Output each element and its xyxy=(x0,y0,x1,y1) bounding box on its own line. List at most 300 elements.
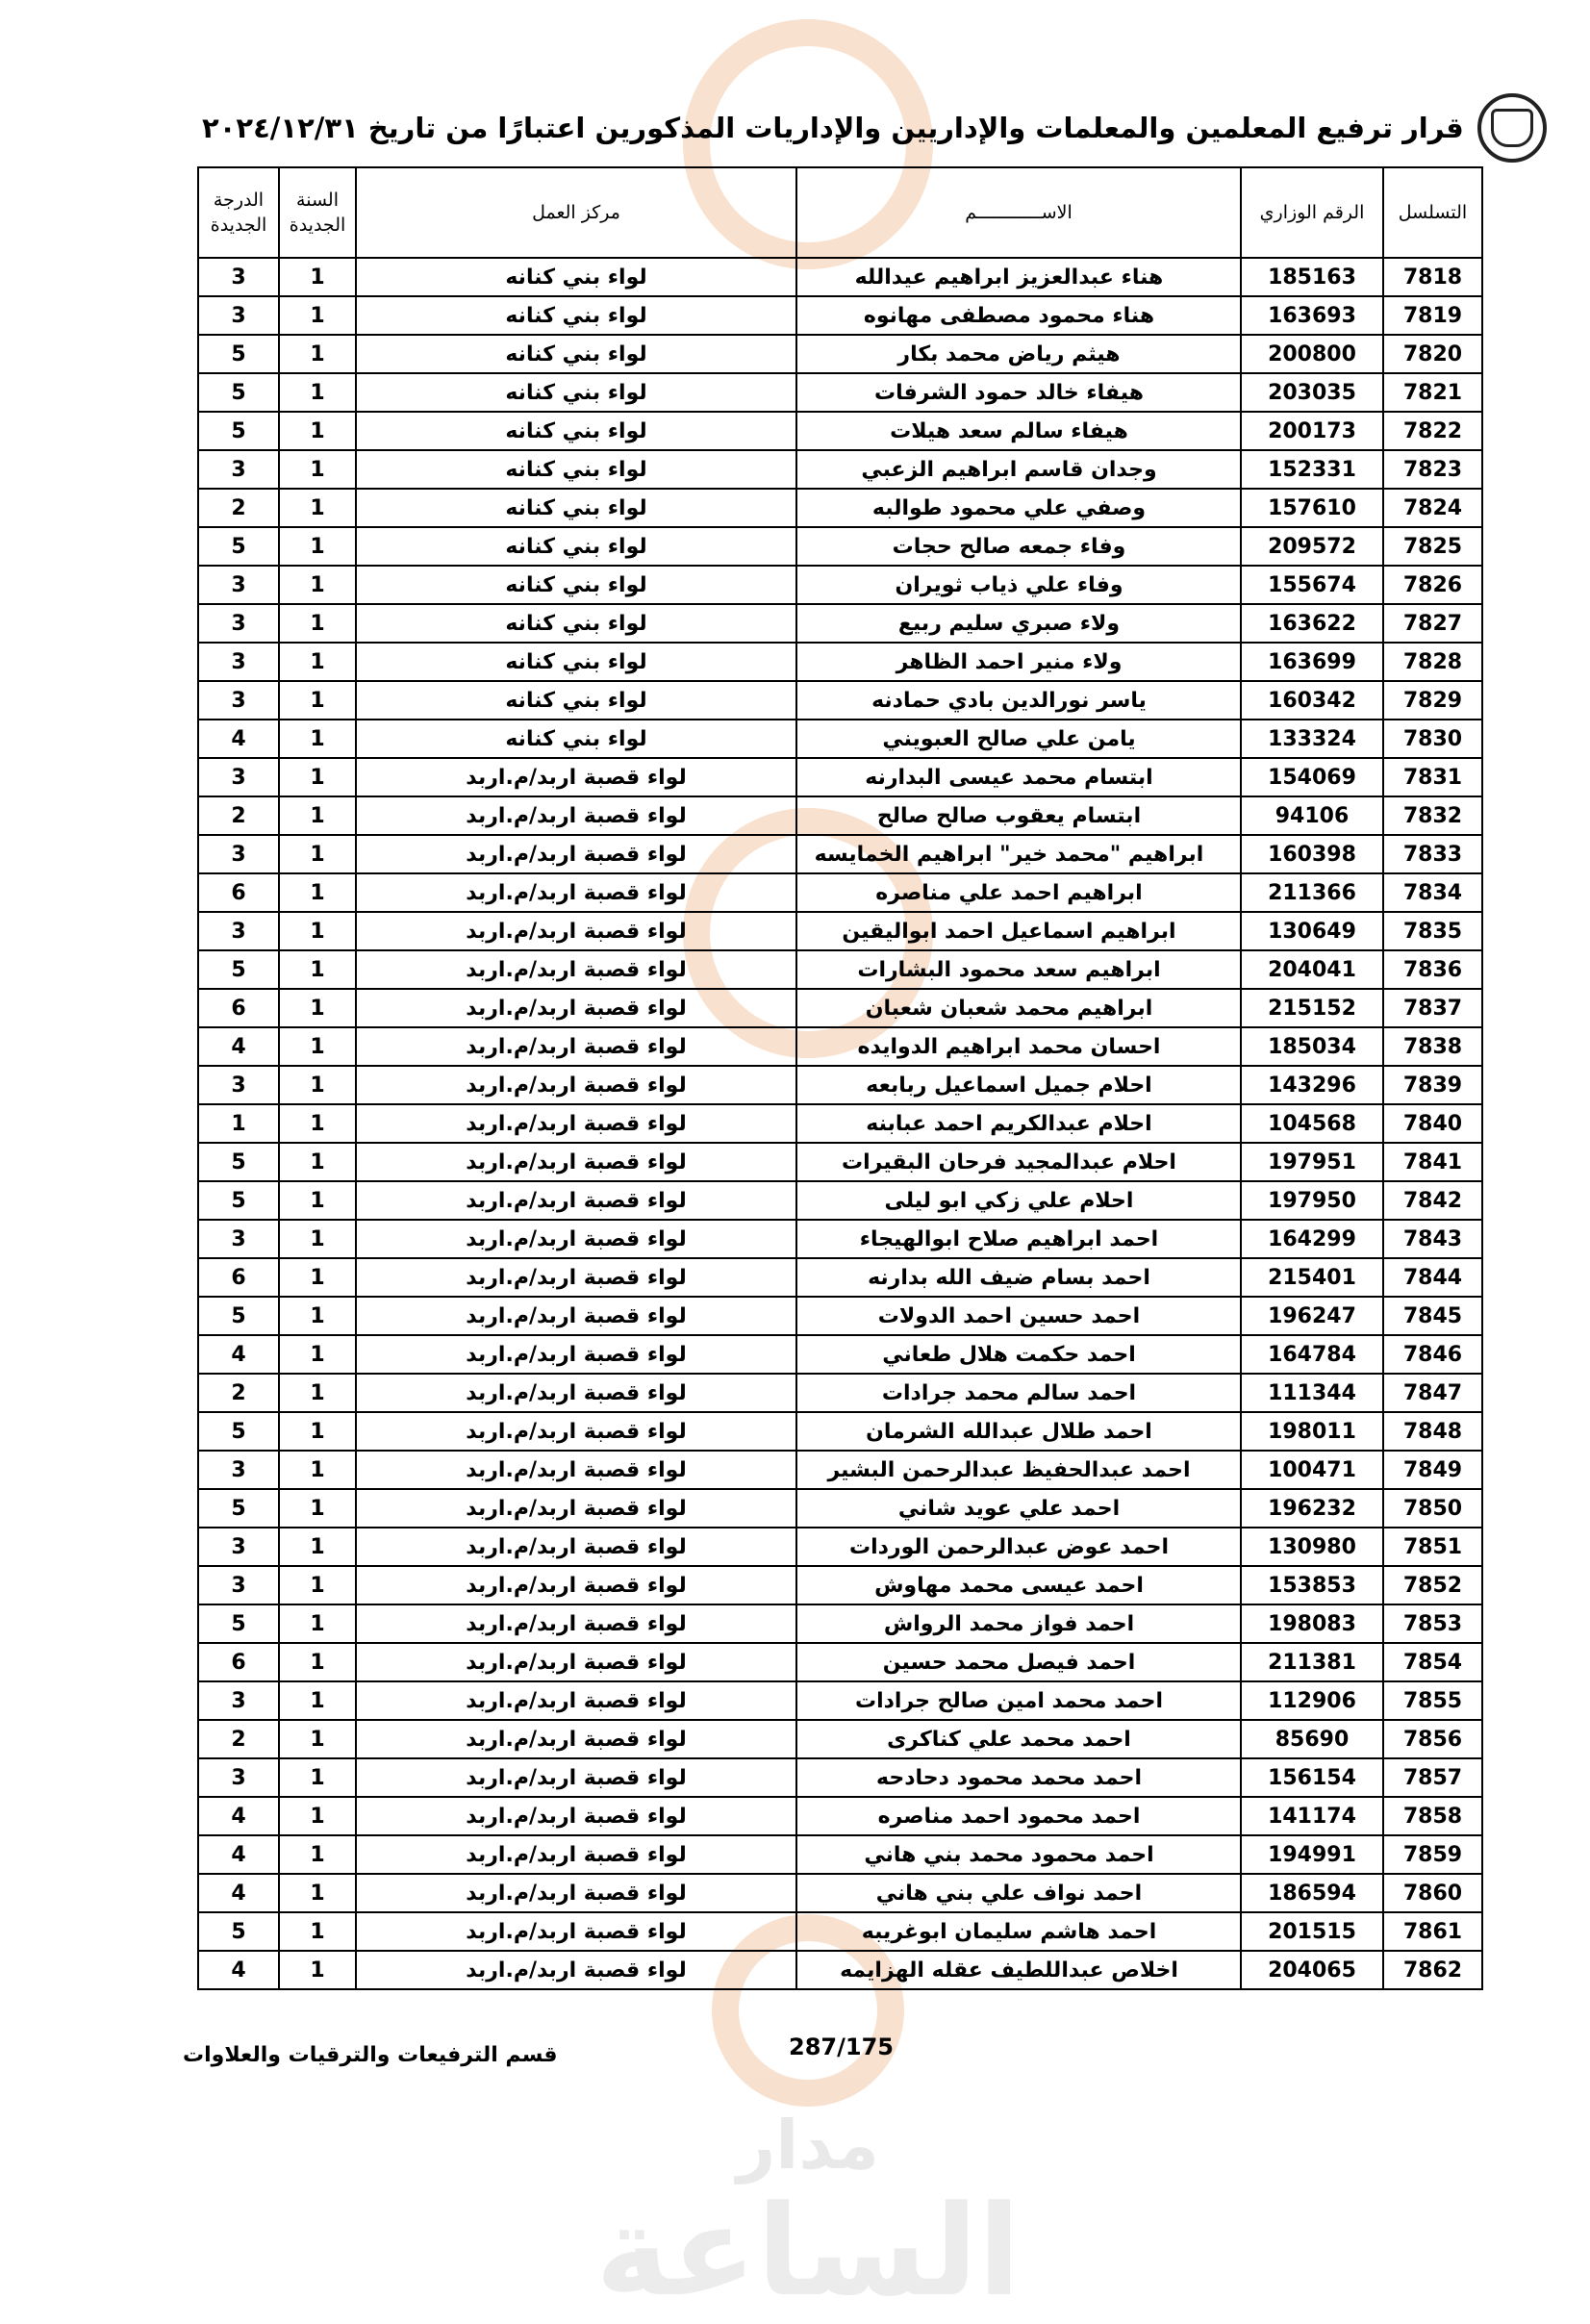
cell-workplace: لواء قصبة اربد/م.اربد xyxy=(356,1797,796,1835)
cell-ministry-no: 200173 xyxy=(1241,412,1383,450)
cell-ministry-no: 197950 xyxy=(1241,1181,1383,1220)
cell-ministry-no: 196247 xyxy=(1241,1297,1383,1335)
cell-seq: 7862 xyxy=(1383,1951,1482,1989)
cell-ministry-no: 164784 xyxy=(1241,1335,1383,1374)
cell-seq: 7840 xyxy=(1383,1104,1482,1143)
cell-name: هناء عبدالعزيز ابراهيم عيدالله xyxy=(796,258,1241,296)
table-row xyxy=(198,373,1482,412)
cell-name: احمد حكمت هلال طعاني xyxy=(796,1335,1241,1374)
cell-seq: 7845 xyxy=(1383,1297,1482,1335)
cell-new-grade: 1 xyxy=(198,1104,279,1143)
cell-name: احمد عبدالحفيظ عبدالرحمن البشير xyxy=(796,1451,1241,1489)
cell-workplace: لواء بني كنانه xyxy=(356,489,796,527)
cell-workplace: لواء بني كنانه xyxy=(356,335,796,373)
cell-seq: 7854 xyxy=(1383,1643,1482,1681)
cell-seq: 7827 xyxy=(1383,604,1482,643)
cell-seq: 7829 xyxy=(1383,681,1482,720)
cell-seq: 7837 xyxy=(1383,989,1482,1027)
cell-ministry-no: 211366 xyxy=(1241,873,1383,912)
cell-seq: 7836 xyxy=(1383,950,1482,989)
watermark-text-1: مدار xyxy=(736,2106,880,2185)
cell-new-grade: 4 xyxy=(198,1874,279,1912)
cell-seq: 7855 xyxy=(1383,1681,1482,1720)
cell-workplace: لواء قصبة اربد/م.اربد xyxy=(356,1912,796,1951)
cell-name: ياسر نورالدين بادي حمادنه xyxy=(796,681,1241,720)
table-row xyxy=(198,873,1482,912)
cell-seq: 7853 xyxy=(1383,1604,1482,1643)
cell-name: احمد علي عويد شاني xyxy=(796,1489,1241,1528)
cell-name: احمد محمود محمد بني هاني xyxy=(796,1835,1241,1874)
cell-workplace: لواء بني كنانه xyxy=(356,450,796,489)
cell-new-grade: 5 xyxy=(198,1912,279,1951)
cell-new-year: 1 xyxy=(279,527,356,566)
cell-new-grade: 3 xyxy=(198,296,279,335)
cell-new-year: 1 xyxy=(279,912,356,950)
cell-workplace: لواء بني كنانه xyxy=(356,412,796,450)
cell-workplace: لواء قصبة اربد/م.اربد xyxy=(356,1681,796,1720)
cell-new-grade: 3 xyxy=(198,643,279,681)
cell-new-year: 1 xyxy=(279,950,356,989)
cell-new-year: 1 xyxy=(279,566,356,604)
cell-new-year: 1 xyxy=(279,296,356,335)
cell-seq: 7832 xyxy=(1383,796,1482,835)
cell-new-year: 1 xyxy=(279,335,356,373)
cell-seq: 7850 xyxy=(1383,1489,1482,1528)
cell-ministry-no: 160398 xyxy=(1241,835,1383,873)
table-row xyxy=(198,1835,1482,1874)
cell-new-grade: 2 xyxy=(198,489,279,527)
table-row xyxy=(198,1412,1482,1451)
cell-workplace: لواء قصبة اربد/م.اربد xyxy=(356,1489,796,1528)
cell-name: هناء محمود مصطفى مهانوه xyxy=(796,296,1241,335)
table-row xyxy=(198,604,1482,643)
cell-new-year: 1 xyxy=(279,1258,356,1297)
table-row xyxy=(198,1758,1482,1797)
cell-new-grade: 3 xyxy=(198,450,279,489)
cell-workplace: لواء قصبة اربد/م.اربد xyxy=(356,1297,796,1335)
cell-workplace: لواء قصبة اربد/م.اربد xyxy=(356,950,796,989)
cell-seq: 7825 xyxy=(1383,527,1482,566)
header-new-grade: الدرجة الجديدة xyxy=(198,167,279,258)
header-workplace: مركز العمل xyxy=(356,167,796,258)
cell-new-grade: 3 xyxy=(198,758,279,796)
cell-new-year: 1 xyxy=(279,1797,356,1835)
cell-name: احمد عيسى محمد مهاوش xyxy=(796,1566,1241,1604)
cell-name: احمد فواز محمد الرواش xyxy=(796,1604,1241,1643)
cell-new-grade: 5 xyxy=(198,1489,279,1528)
cell-ministry-no: 185163 xyxy=(1241,258,1383,296)
cell-seq: 7844 xyxy=(1383,1258,1482,1297)
cell-new-grade: 5 xyxy=(198,1297,279,1335)
cell-ministry-no: 153853 xyxy=(1241,1566,1383,1604)
cell-workplace: لواء قصبة اربد/م.اربد xyxy=(356,1643,796,1681)
cell-seq: 7852 xyxy=(1383,1566,1482,1604)
cell-new-grade: 3 xyxy=(198,1528,279,1566)
cell-ministry-no: 198011 xyxy=(1241,1412,1383,1451)
cell-new-grade: 3 xyxy=(198,835,279,873)
cell-new-grade: 4 xyxy=(198,720,279,758)
cell-new-grade: 2 xyxy=(198,1720,279,1758)
department-name: قسم الترفيعات والترقيات والعلاوات xyxy=(183,2043,558,2067)
cell-new-year: 1 xyxy=(279,489,356,527)
cell-seq: 7857 xyxy=(1383,1758,1482,1797)
cell-new-year: 1 xyxy=(279,1489,356,1528)
cell-name: احسان محمد ابراهيم الدوايده xyxy=(796,1027,1241,1066)
table-row xyxy=(198,950,1482,989)
table-row xyxy=(198,1181,1482,1220)
cell-new-year: 1 xyxy=(279,643,356,681)
header-new-year: السنة الجديدة xyxy=(279,167,356,258)
cell-seq: 7820 xyxy=(1383,335,1482,373)
cell-seq: 7856 xyxy=(1383,1720,1482,1758)
cell-workplace: لواء بني كنانه xyxy=(356,296,796,335)
cell-new-grade: 5 xyxy=(198,335,279,373)
cell-new-grade: 4 xyxy=(198,1027,279,1066)
cell-name: يامن علي صالح العبويني xyxy=(796,720,1241,758)
cell-name: ابراهيم اسماعيل احمد ابواليقين xyxy=(796,912,1241,950)
cell-ministry-no: 194991 xyxy=(1241,1835,1383,1874)
cell-new-year: 1 xyxy=(279,1643,356,1681)
cell-new-grade: 3 xyxy=(198,604,279,643)
cell-seq: 7831 xyxy=(1383,758,1482,796)
cell-ministry-no: 100471 xyxy=(1241,1451,1383,1489)
cell-workplace: لواء قصبة اربد/م.اربد xyxy=(356,1451,796,1489)
cell-name: احلام علي زكي ابو ليلى xyxy=(796,1181,1241,1220)
cell-ministry-no: 163699 xyxy=(1241,643,1383,681)
table-row xyxy=(198,1489,1482,1528)
table-row xyxy=(198,1720,1482,1758)
cell-name: احمد سالم محمد جرادات xyxy=(796,1374,1241,1412)
cell-new-grade: 4 xyxy=(198,1835,279,1874)
cell-new-grade: 4 xyxy=(198,1951,279,1989)
table-row xyxy=(198,720,1482,758)
table-row xyxy=(198,296,1482,335)
cell-seq: 7847 xyxy=(1383,1374,1482,1412)
cell-workplace: لواء بني كنانه xyxy=(356,604,796,643)
cell-ministry-no: 211381 xyxy=(1241,1643,1383,1681)
cell-workplace: لواء قصبة اربد/م.اربد xyxy=(356,1066,796,1104)
cell-name: احمد محمد محمود دحادحه xyxy=(796,1758,1241,1797)
cell-new-grade: 5 xyxy=(198,527,279,566)
cell-name: احمد عوض عبدالرحمن الوردات xyxy=(796,1528,1241,1566)
cell-name: احلام عبدالمجيد فرحان البقيرات xyxy=(796,1143,1241,1181)
cell-new-grade: 3 xyxy=(198,1566,279,1604)
cell-new-year: 1 xyxy=(279,1874,356,1912)
cell-name: احمد محمود احمد مناصره xyxy=(796,1797,1241,1835)
cell-ministry-no: 133324 xyxy=(1241,720,1383,758)
cell-ministry-no: 130649 xyxy=(1241,912,1383,950)
cell-new-grade: 2 xyxy=(198,1374,279,1412)
cell-name: ابراهيم احمد علي مناصره xyxy=(796,873,1241,912)
cell-new-grade: 3 xyxy=(198,1758,279,1797)
cell-ministry-no: 157610 xyxy=(1241,489,1383,527)
cell-name: ابتسام محمد عيسى البدارنه xyxy=(796,758,1241,796)
cell-ministry-no: 111344 xyxy=(1241,1374,1383,1412)
cell-workplace: لواء قصبة اربد/م.اربد xyxy=(356,1258,796,1297)
cell-seq: 7839 xyxy=(1383,1066,1482,1104)
cell-workplace: لواء قصبة اربد/م.اربد xyxy=(356,989,796,1027)
cell-new-grade: 5 xyxy=(198,412,279,450)
cell-new-year: 1 xyxy=(279,1104,356,1143)
cell-workplace: لواء قصبة اربد/م.اربد xyxy=(356,835,796,873)
cell-workplace: لواء قصبة اربد/م.اربد xyxy=(356,1874,796,1912)
cell-new-year: 1 xyxy=(279,1951,356,1989)
cell-new-year: 1 xyxy=(279,1566,356,1604)
cell-new-year: 1 xyxy=(279,1451,356,1489)
table-row xyxy=(198,258,1482,296)
cell-workplace: لواء قصبة اربد/م.اربد xyxy=(356,1566,796,1604)
document-header xyxy=(202,85,1464,171)
table-row xyxy=(198,1258,1482,1297)
cell-new-grade: 6 xyxy=(198,989,279,1027)
cell-name: اخلاص عبداللطيف عقله الهزايمه xyxy=(796,1951,1241,1989)
cell-ministry-no: 209572 xyxy=(1241,527,1383,566)
cell-new-grade: 5 xyxy=(198,1604,279,1643)
cell-name: ابراهيم محمد شعبان شعبان xyxy=(796,989,1241,1027)
cell-seq: 7838 xyxy=(1383,1027,1482,1066)
promotions-table xyxy=(197,166,1483,1990)
cell-name: احمد حسين احمد الدولات xyxy=(796,1297,1241,1335)
table-row xyxy=(198,1681,1482,1720)
cell-new-year: 1 xyxy=(279,681,356,720)
cell-ministry-no: 198083 xyxy=(1241,1604,1383,1643)
table-row xyxy=(198,566,1482,604)
cell-ministry-no: 215401 xyxy=(1241,1258,1383,1297)
cell-name: احلام عبدالكريم احمد عبابنه xyxy=(796,1104,1241,1143)
cell-name: هيثم رياض محمد بكار xyxy=(796,335,1241,373)
cell-new-year: 1 xyxy=(279,1297,356,1335)
table-row xyxy=(198,1297,1482,1335)
page-number: 287/175 xyxy=(789,2034,894,2060)
cell-workplace: لواء قصبة اربد/م.اربد xyxy=(356,1951,796,1989)
ministry-emblem-icon xyxy=(1477,93,1547,163)
cell-seq: 7860 xyxy=(1383,1874,1482,1912)
cell-new-grade: 6 xyxy=(198,1258,279,1297)
table-row xyxy=(198,527,1482,566)
table-row xyxy=(198,1604,1482,1643)
cell-name: ابتسام يعقوب صالح صالح xyxy=(796,796,1241,835)
table-row xyxy=(198,1566,1482,1604)
table-row xyxy=(198,1528,1482,1566)
table-row xyxy=(198,1912,1482,1951)
cell-ministry-no: 197951 xyxy=(1241,1143,1383,1181)
cell-name: وصفي علي محمود طوالبه xyxy=(796,489,1241,527)
cell-workplace: لواء بني كنانه xyxy=(356,373,796,412)
cell-name: احلام جميل اسماعيل ربابعه xyxy=(796,1066,1241,1104)
cell-new-year: 1 xyxy=(279,1220,356,1258)
cell-name: احمد هاشم سليمان ابوغريبه xyxy=(796,1912,1241,1951)
cell-seq: 7846 xyxy=(1383,1335,1482,1374)
table-row xyxy=(198,796,1482,835)
table-header-row xyxy=(198,167,1482,258)
cell-name: ابراهيم "محمد خير" ابراهيم الخمايسه xyxy=(796,835,1241,873)
table-row xyxy=(198,1104,1482,1143)
cell-name: احمد فيصل محمد حسين xyxy=(796,1643,1241,1681)
cell-ministry-no: 204065 xyxy=(1241,1951,1383,1989)
cell-seq: 7821 xyxy=(1383,373,1482,412)
cell-seq: 7822 xyxy=(1383,412,1482,450)
cell-ministry-no: 164299 xyxy=(1241,1220,1383,1258)
cell-new-year: 1 xyxy=(279,373,356,412)
cell-new-grade: 3 xyxy=(198,912,279,950)
header-name: الاســــــــــــم xyxy=(796,167,1241,258)
cell-new-grade: 5 xyxy=(198,1143,279,1181)
cell-seq: 7826 xyxy=(1383,566,1482,604)
cell-new-year: 1 xyxy=(279,720,356,758)
cell-seq: 7835 xyxy=(1383,912,1482,950)
cell-seq: 7841 xyxy=(1383,1143,1482,1181)
cell-ministry-no: 215152 xyxy=(1241,989,1383,1027)
table-row xyxy=(198,335,1482,373)
cell-ministry-no: 203035 xyxy=(1241,373,1383,412)
table-row xyxy=(198,1066,1482,1104)
cell-workplace: لواء قصبة اربد/م.اربد xyxy=(356,1220,796,1258)
table-row xyxy=(198,450,1482,489)
table-row xyxy=(198,1143,1482,1181)
cell-name: احمد طلال عبدالله الشرمان xyxy=(796,1412,1241,1451)
cell-ministry-no: 154069 xyxy=(1241,758,1383,796)
cell-name: وجدان قاسم ابراهيم الزعبي xyxy=(796,450,1241,489)
cell-new-grade: 3 xyxy=(198,1066,279,1104)
header-ministry-no: الرقم الوزاري xyxy=(1241,167,1383,258)
cell-ministry-no: 85690 xyxy=(1241,1720,1383,1758)
cell-name: ولاء صبري سليم ربيع xyxy=(796,604,1241,643)
cell-new-year: 1 xyxy=(279,873,356,912)
cell-workplace: لواء بني كنانه xyxy=(356,258,796,296)
cell-new-year: 1 xyxy=(279,258,356,296)
cell-workplace: لواء قصبة اربد/م.اربد xyxy=(356,912,796,950)
cell-seq: 7819 xyxy=(1383,296,1482,335)
cell-ministry-no: 104568 xyxy=(1241,1104,1383,1143)
table-row xyxy=(198,681,1482,720)
header-seq: التسلسل xyxy=(1383,167,1482,258)
cell-ministry-no: 94106 xyxy=(1241,796,1383,835)
table-row xyxy=(198,1451,1482,1489)
table-row xyxy=(198,758,1482,796)
cell-name: هيفاء سالم سعد هيلات xyxy=(796,412,1241,450)
cell-new-year: 1 xyxy=(279,1143,356,1181)
table-row xyxy=(198,1220,1482,1258)
cell-workplace: لواء قصبة اربد/م.اربد xyxy=(356,873,796,912)
cell-workplace: لواء قصبة اربد/م.اربد xyxy=(356,758,796,796)
cell-workplace: لواء قصبة اربد/م.اربد xyxy=(356,1027,796,1066)
cell-ministry-no: 163693 xyxy=(1241,296,1383,335)
cell-name: ابراهيم سعد محمود البشارات xyxy=(796,950,1241,989)
cell-workplace: لواء قصبة اربد/م.اربد xyxy=(356,1143,796,1181)
cell-seq: 7824 xyxy=(1383,489,1482,527)
table-row xyxy=(198,643,1482,681)
cell-seq: 7843 xyxy=(1383,1220,1482,1258)
cell-new-year: 1 xyxy=(279,835,356,873)
cell-workplace: لواء بني كنانه xyxy=(356,566,796,604)
cell-name: احمد بسام ضيف الله بدارنه xyxy=(796,1258,1241,1297)
cell-new-year: 1 xyxy=(279,1681,356,1720)
cell-seq: 7833 xyxy=(1383,835,1482,873)
cell-name: ولاء منير احمد الظاهر xyxy=(796,643,1241,681)
cell-new-grade: 2 xyxy=(198,796,279,835)
cell-new-year: 1 xyxy=(279,1528,356,1566)
cell-ministry-no: 185034 xyxy=(1241,1027,1383,1066)
cell-new-grade: 6 xyxy=(198,873,279,912)
cell-new-grade: 5 xyxy=(198,1412,279,1451)
cell-workplace: لواء قصبة اربد/م.اربد xyxy=(356,1104,796,1143)
cell-workplace: لواء قصبة اربد/م.اربد xyxy=(356,1335,796,1374)
cell-workplace: لواء قصبة اربد/م.اربد xyxy=(356,1528,796,1566)
cell-seq: 7823 xyxy=(1383,450,1482,489)
cell-new-grade: 3 xyxy=(198,1681,279,1720)
cell-new-year: 1 xyxy=(279,1181,356,1220)
cell-new-year: 1 xyxy=(279,1335,356,1374)
cell-ministry-no: 204041 xyxy=(1241,950,1383,989)
cell-name: وفاء علي ذياب ثويران xyxy=(796,566,1241,604)
table-row xyxy=(198,1797,1482,1835)
cell-new-year: 1 xyxy=(279,1374,356,1412)
cell-new-year: 1 xyxy=(279,1027,356,1066)
table-row xyxy=(198,489,1482,527)
cell-new-year: 1 xyxy=(279,796,356,835)
cell-workplace: لواء بني كنانه xyxy=(356,720,796,758)
cell-workplace: لواء قصبة اربد/م.اربد xyxy=(356,1181,796,1220)
cell-workplace: لواء قصبة اربد/م.اربد xyxy=(356,1412,796,1451)
cell-workplace: لواء بني كنانه xyxy=(356,527,796,566)
cell-ministry-no: 156154 xyxy=(1241,1758,1383,1797)
cell-new-year: 1 xyxy=(279,758,356,796)
cell-workplace: لواء بني كنانه xyxy=(356,643,796,681)
watermark-text-2: الساعة xyxy=(594,2178,1022,2324)
cell-seq: 7830 xyxy=(1383,720,1482,758)
cell-name: احمد محمد علي كناكرى xyxy=(796,1720,1241,1758)
cell-new-year: 1 xyxy=(279,450,356,489)
cell-ministry-no: 130980 xyxy=(1241,1528,1383,1566)
cell-ministry-no: 200800 xyxy=(1241,335,1383,373)
cell-new-year: 1 xyxy=(279,1604,356,1643)
cell-new-year: 1 xyxy=(279,989,356,1027)
cell-workplace: لواء قصبة اربد/م.اربد xyxy=(356,1835,796,1874)
cell-name: احمد ابراهيم صلاح ابوالهيجاء xyxy=(796,1220,1241,1258)
cell-ministry-no: 141174 xyxy=(1241,1797,1383,1835)
cell-workplace: لواء قصبة اربد/م.اربد xyxy=(356,1604,796,1643)
table-row xyxy=(198,1951,1482,1989)
table-row xyxy=(198,989,1482,1027)
cell-ministry-no: 196232 xyxy=(1241,1489,1383,1528)
table-row xyxy=(198,1335,1482,1374)
cell-new-grade: 4 xyxy=(198,1797,279,1835)
cell-new-grade: 5 xyxy=(198,373,279,412)
cell-new-year: 1 xyxy=(279,1835,356,1874)
cell-seq: 7851 xyxy=(1383,1528,1482,1566)
cell-workplace: لواء قصبة اربد/م.اربد xyxy=(356,796,796,835)
table-row xyxy=(198,1643,1482,1681)
cell-seq: 7859 xyxy=(1383,1835,1482,1874)
cell-name: وفاء جمعه صالح حجات xyxy=(796,527,1241,566)
cell-seq: 7828 xyxy=(1383,643,1482,681)
cell-ministry-no: 155674 xyxy=(1241,566,1383,604)
cell-workplace: لواء قصبة اربد/م.اربد xyxy=(356,1758,796,1797)
cell-name: هيفاء خالد حمود الشرفات xyxy=(796,373,1241,412)
cell-new-grade: 3 xyxy=(198,1220,279,1258)
table-row xyxy=(198,1874,1482,1912)
cell-new-grade: 6 xyxy=(198,1643,279,1681)
cell-seq: 7848 xyxy=(1383,1412,1482,1451)
cell-workplace: لواء بني كنانه xyxy=(356,681,796,720)
cell-name: احمد نواف علي بني هاني xyxy=(796,1874,1241,1912)
cell-new-year: 1 xyxy=(279,1066,356,1104)
cell-new-year: 1 xyxy=(279,604,356,643)
cell-ministry-no: 143296 xyxy=(1241,1066,1383,1104)
cell-seq: 7842 xyxy=(1383,1181,1482,1220)
cell-ministry-no: 160342 xyxy=(1241,681,1383,720)
cell-seq: 7818 xyxy=(1383,258,1482,296)
